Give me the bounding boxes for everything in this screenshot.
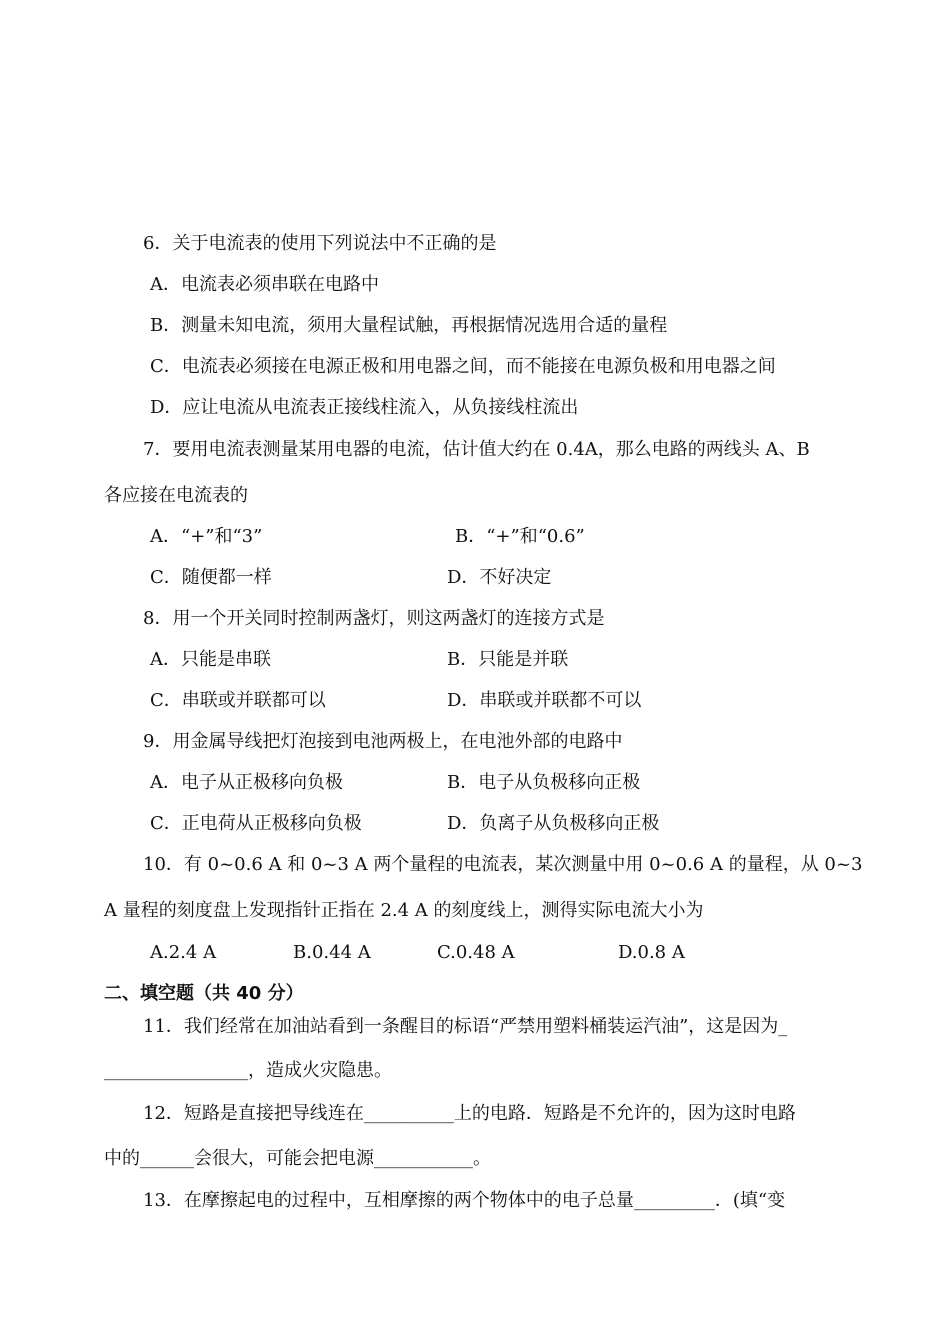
q7-option-d: D．不好决定 xyxy=(447,567,552,588)
q8-option-c: C．串联或并联都可以 xyxy=(150,690,326,711)
q7-option-a: A．“+”和“3” xyxy=(150,526,263,547)
q8-stem: 8．用一个开关同时控制两盏灯，则这两盏灯的连接方式是 xyxy=(143,608,605,629)
q6-stem: 6．关于电流表的使用下列说法中不正确的是 xyxy=(143,233,497,254)
q12-line1: 12．短路是直接把导线连在__________上的电路．短路是不允许的，因为这时电路 xyxy=(143,1103,796,1124)
q9-option-b: B．电子从负极移向正极 xyxy=(447,772,641,793)
q12-line2: 中的______会很大，可能会把电源___________。 xyxy=(104,1148,491,1169)
q13-line1: 13．在摩擦起电的过程中，互相摩擦的两个物体中的电子总量_________．(填“变 xyxy=(143,1190,786,1211)
q10-option-c: C.0.48 A xyxy=(437,942,515,963)
q8-option-b: B．只能是并联 xyxy=(447,649,569,670)
q9-stem: 9．用金属导线把灯泡接到电池两极上，在电池外部的电路中 xyxy=(143,731,623,752)
q11-line2: ________________，造成火灾隐患。 xyxy=(104,1060,392,1081)
q8-option-d: D．串联或并联都不可以 xyxy=(447,690,642,711)
section-heading-fill-in: 二、填空题（共 40 分） xyxy=(104,983,304,1004)
q7-stem-line2: 各应接在电流表的 xyxy=(104,485,248,506)
q9-option-a: A．电子从正极移向负极 xyxy=(150,772,343,793)
q6-option-c: C．电流表必须接在电源正极和用电器之间，而不能接在电源负极和用电器之间 xyxy=(150,356,776,377)
q7-option-b: B．“+”和“0.6” xyxy=(455,526,585,547)
q11-line1: 11．我们经常在加油站看到一条醒目的标语“严禁用塑料桶装运汽油”，这是因为_ xyxy=(143,1016,788,1037)
q7-option-c: C．随便都一样 xyxy=(150,567,272,588)
q10-option-b: B.0.44 A xyxy=(293,942,371,963)
q7-stem-line1: 7．要用电流表测量某用电器的电流，估计值大约在 0.4A，那么电路的两线头 A、B xyxy=(143,439,810,460)
q6-option-d: D．应让电流从电流表正接线柱流入，从负接线柱流出 xyxy=(150,397,579,418)
q10-option-a: A.2.4 A xyxy=(150,942,217,963)
q6-option-b: B．测量未知电流，须用大量程试触，再根据情况选用合适的量程 xyxy=(150,315,668,336)
q6-option-a: A．电流表必须串联在电路中 xyxy=(150,274,379,295)
q9-option-d: D．负离子从负极移向正极 xyxy=(447,813,660,834)
q10-option-d: D.0.8 A xyxy=(618,942,685,963)
q10-stem-line2: A 量程的刻度盘上发现指针正指在 2.4 A 的刻度线上，测得实际电流大小为 xyxy=(104,900,704,921)
q8-option-a: A．只能是串联 xyxy=(150,649,271,670)
q10-stem-line1: 10．有 0~0.6 A 和 0~3 A 两个量程的电流表，某次测量中用 0~0.6 A 的量程，从 0~3 xyxy=(143,854,863,875)
q9-option-c: C．正电荷从正极移向负极 xyxy=(150,813,362,834)
